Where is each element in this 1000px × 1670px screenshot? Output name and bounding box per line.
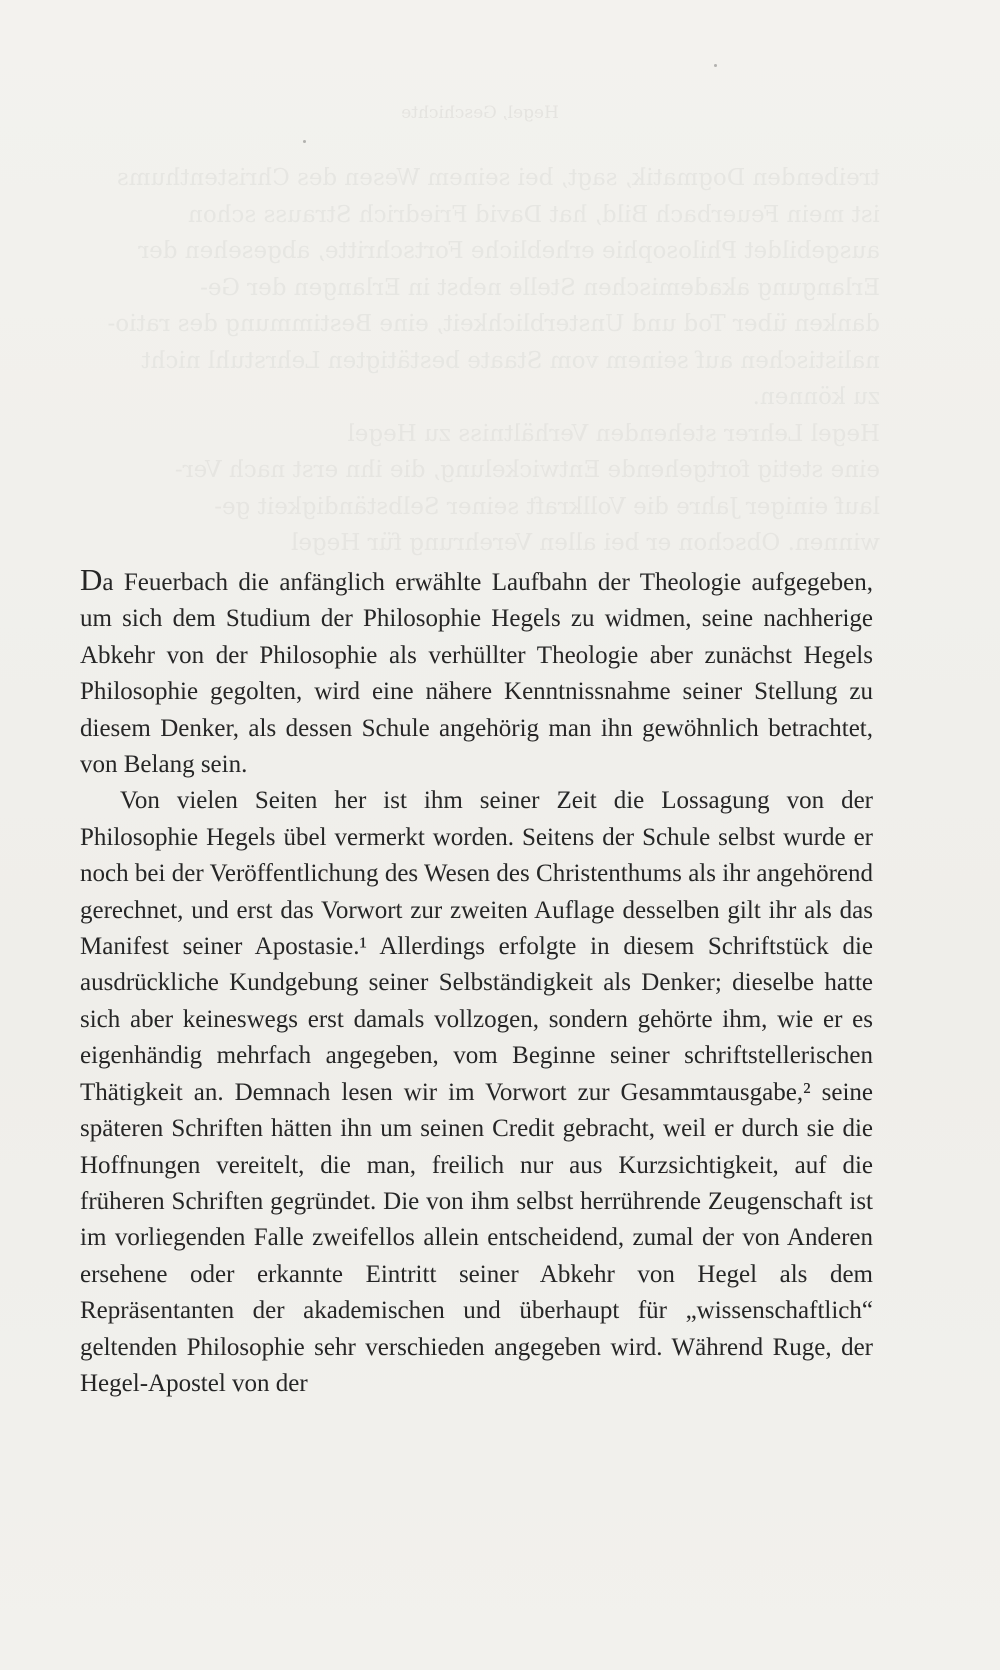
bleed-through-line: ist mein Feuerbach Bild, hat David Friedrich Strauss schon [188, 201, 880, 228]
bleed-through-text [80, 160, 880, 562]
bleed-through-line: danken über Tod und Unsterblichkeit, eine Bestimmung des ratio- [107, 311, 880, 337]
paper-speck [714, 64, 717, 67]
bleed-through-line: ausgebildet Philosophie erhebliche Fortschritte, abgesehen der [138, 238, 880, 264]
bleed-through-line: Erlangung akademischen Stelle nebst in Erlangen der Ge- [200, 274, 880, 301]
paragraph [80, 564, 873, 783]
bleed-through-line: treibenden Dogmatik, sagt, bei seinem Wesen des Christenthums [117, 165, 880, 191]
bleed-through-line: nalistischen auf seinem vom Staate bestätigten Lehrstuhl nicht [141, 347, 880, 374]
paragraph: Von vielen Seiten her ist ihm seiner Zeit die Lossagung von der Philosophie Hegels übel vermerkt worden. Seitens der Schule selbst wurde er noch bei der Veröffentlichung des Wesen des Christenthums als ihr angehörend gerechnet, und erst das Vorwort zur zweiten Auflage desselben gilt ihr als das Manifest seiner Apostasie.¹ Allerdings erfolgte in diesem Schriftstück die ausdrückliche Kundgebung seiner Selbständigkeit als Denker; dieselbe hatte sich aber keineswegs erst damals vollzogen, sondern gehörte ihm, wie er es eigenhändig mehrfach angegeben, vom Beginne seiner schriftstellerischen Thätigkeit an. Demnach lesen wir im Vorwort zur Gesammtausgabe,² seine späteren Schriften hätten ihn um seinen Credit gebracht, weil er durch sie die Hoffnungen vereitelt, die man, freilich nur aus Kurzsichtigkeit, auf die früheren Schriften gegründet. Die von ihm selbst herrührende Zeugenschaft ist im vorliegenden Falle zweifellos allein entscheidend, zumal der von Anderen ersehene oder erkannte Eintritt seiner Abkehr von Hegel als dem Repräsentanten der akademischen und überhaupt für „wissenschaftlich“ geltenden Philosophie sehr verschieden angegeben wird. Während Ruge, der Hegel-Apostel von der [80, 787, 873, 1397]
bleed-through-line: winnen. Obschon er bei allen Verehrung für Hegel [290, 530, 880, 556]
body-text [80, 564, 873, 1402]
bleed-through-line: Hegel Lehrer stehenden Verhältniss zu Hegel [347, 420, 880, 447]
paper-speck [303, 140, 306, 143]
drop-cap: D [80, 562, 103, 597]
bleed-through-line: eine stetig fortgehende Entwickelung, die ihn erst nach Ver- [174, 457, 880, 483]
paragraph-text: a Feuerbach die anfänglich erwählte Laufbahn der Theologie aufgegeben, um sich dem Studium der Philosophie Hegels zu widmen, seine nachherige Abkehr von der Philosophie als verhüllter Theologie aber zunächst Hegels Philosophie gegolten, wird eine nähere Kenntnissnahme seiner Stellung zu diesem Denker, als dessen Schule angehörig man ihn gewöhnlich betrachtet, von Belang sein. [80, 569, 873, 779]
bleed-through-line: zu können. [752, 384, 880, 410]
bleed-through-line: lauf einiger Jahre die Vollkraft seiner Selbständigkeit ge- [214, 493, 880, 520]
bleed-through-header: Hegel, Geschichte [401, 103, 559, 123]
